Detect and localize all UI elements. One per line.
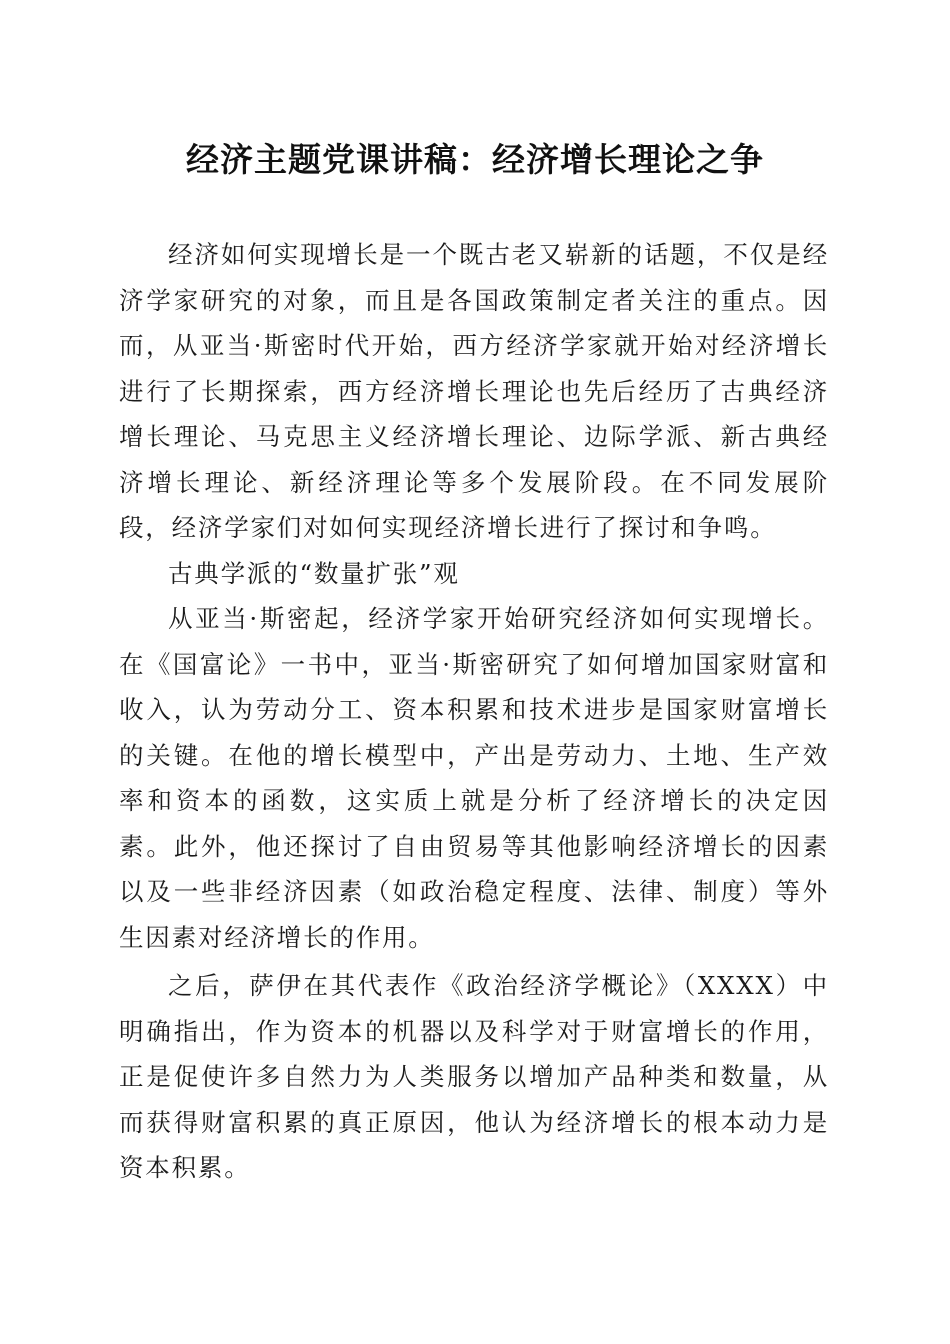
paragraph-intro: 经济如何实现增长是一个既古老又崭新的话题，不仅是经济学家研究的对象，而且是各国政策制定者关注的重点。因而，从亚当·斯密时代开始，西方经济学家就开始对经济增长进行了长期探索，西方经济增长理论也先后经历了古典经济增长理论、马克思主义经济增长理论、边际学派、新古典经济增长理论、新经济理论等多个发展阶段。在不同发展阶段，经济学家们对如何实现经济增长进行了探讨和争鸣。 [119,240,829,542]
document-body [119,232,829,1191]
document-title: 经济主题党课讲稿：经济增长理论之争 [186,140,764,179]
section-heading: 古典学派的“数量扩张”观 [168,558,460,588]
paragraph-say: 之后，萨伊在其代表作《政治经济学概论》（XXXX）中明确指出，作为资本的机器以及科学对于财富增长的作用，正是促使许多自然力为人类服务以增加产品种类和数量，从而获得财富积累的真正原因，他认为经济增长的根本动力是资本积累。 [119,971,829,1182]
paragraph-adam-smith: 从亚当·斯密起，经济学家开始研究经济如何实现增长。在《国富论》一书中，亚当·斯密研究了如何增加国家财富和收入，认为劳动分工、资本积累和技术进步是国家财富增长的关键。在他的增长模型中，产出是劳动力、土地、生产效率和资本的函数，这实质上就是分析了经济增长的决定因素。此外，他还探讨了自由贸易等其他影响经济增长的因素以及一些非经济因素（如政治稳定程度、法律、制度）等外生因素对经济增长的作用。 [119,604,829,952]
